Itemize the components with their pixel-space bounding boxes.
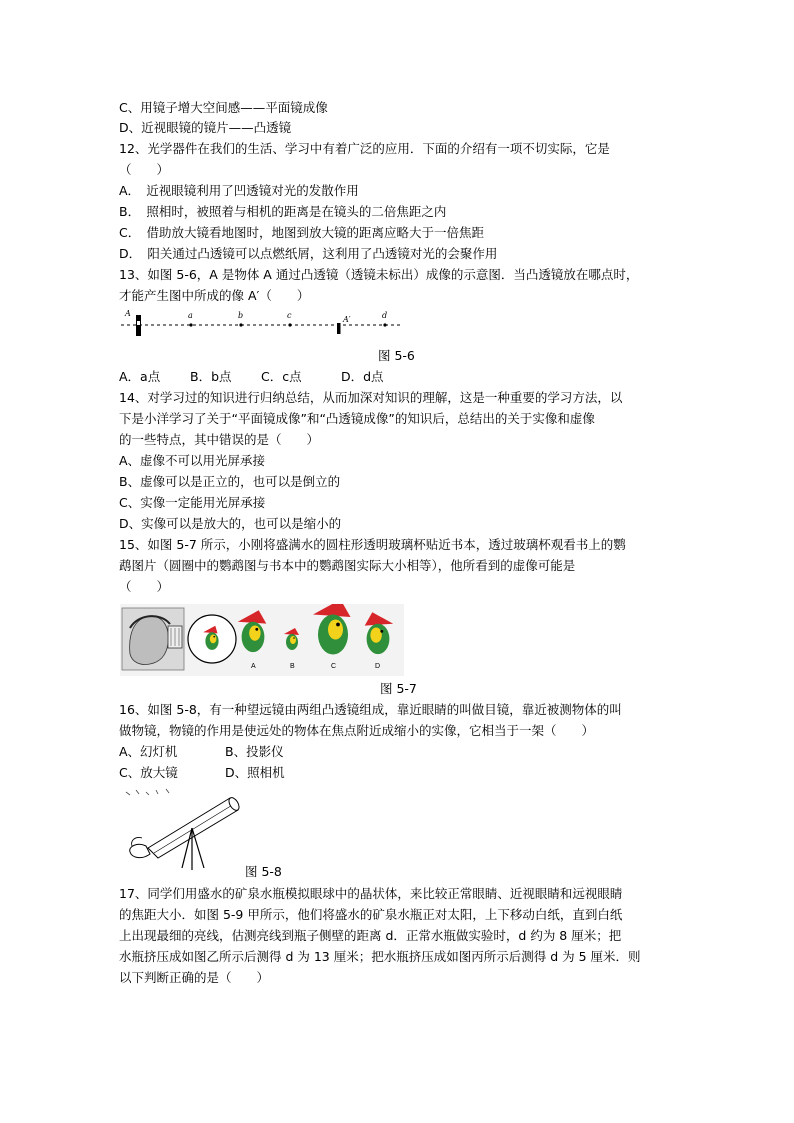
image-arrow-a-prime: [337, 323, 341, 334]
point-a: [189, 323, 192, 326]
sky-marks: [126, 789, 169, 795]
q13-option-c: C．c点: [261, 369, 302, 384]
parrot-label-c: C: [331, 663, 337, 670]
figure-5-7: [120, 604, 404, 676]
point-c: [288, 323, 291, 326]
question-17-cont4: 以下判断正确的是（ ）: [119, 970, 270, 985]
q14-option-d: D、实像可以是放大的，也可以是缩小的: [119, 516, 342, 531]
point-d: [383, 323, 386, 326]
q13-option-b: B．b点: [190, 369, 232, 384]
question-14: 14、对学习过的知识进行归纳总结，从而加深对知识的理解，这是一种重要的学习方法，以: [119, 390, 623, 405]
question-12: 12、光学器件在我们的生活、学习中有着广泛的应用．下面的介绍有一项不切实际，它是: [119, 141, 610, 156]
q12-option-c: C． 借助放大镜看地图时，地图到放大镜的距离应略大于一倍焦距: [119, 225, 484, 240]
label-b: b: [238, 311, 244, 320]
parrot-label-b: B: [290, 663, 295, 670]
q14-option-c: C、实像一定能用光屏承接: [119, 495, 266, 510]
question-16: 16、如图 5-8，有一种望远镜由两组凸透镜组成，靠近眼睛的叫做目镜，靠近被测物体的叫: [119, 702, 622, 717]
q14-option-a: A、虚像不可以用光屏承接: [119, 453, 266, 468]
q12-option-b: B． 照相时，被照着与相机的距离是在镜头的二倍焦距之内: [119, 204, 447, 219]
figure-5-6-caption: 图 5-6: [378, 348, 415, 363]
q16-option-d: D、照相机: [225, 765, 285, 780]
eyepiece-with-eye-icon: [130, 844, 150, 857]
q14-option-b: B、虚像可以是正立的，也可以是倒立的: [119, 474, 341, 489]
q16-option-a: A、幻灯机: [119, 744, 178, 759]
question-15-blank: （ ）: [119, 579, 170, 594]
option-c-line: C、用镜子增大空间感——平面镜成像: [119, 100, 328, 115]
figure-5-8-caption: 图 5-8: [245, 864, 282, 879]
label-a: a: [188, 311, 193, 320]
question-13: 13、如图 5-6，A 是物体 A 通过凸透镜（透镜未标出）成像的示意图．当凸透镜放在哪点时，: [119, 267, 639, 282]
q13-option-d: D．d点: [341, 369, 384, 384]
point-b: [239, 323, 242, 326]
q13-options: [119, 368, 384, 386]
question-17-cont: 的焦距大小．如图 5-9 甲所示，他们将盛水的矿泉水瓶正对太阳，上下移动白纸，直到白纸: [119, 907, 623, 922]
question-17-cont3: 水瓶挤压成如图乙所示后测得 d 为 13 厘米；把水瓶挤压成如图丙所示后测得 d 为 5 厘米．则: [119, 949, 641, 964]
label-d: d: [382, 311, 388, 320]
question-13-cont: 才能产生图中所成的像 A′（ ）: [119, 288, 310, 303]
question-15: 15、如图 5-7 所示，小刚将盛满水的圆柱形透明玻璃杯贴近书本，透过玻璃杯观看书上的鹦: [119, 537, 626, 552]
question-17-cont2: 上出现最细的亮线，估测亮线到瓶子侧壁的距离 d．正常水瓶做实验时，d 约为 8 厘米；把: [119, 928, 622, 943]
figure-5-7-caption: 图 5-7: [380, 681, 417, 696]
q16-option-c: C、放大镜: [119, 765, 178, 780]
label-A: A: [125, 309, 131, 318]
figure-5-8: [120, 786, 248, 872]
object-arrow-a: [136, 315, 141, 336]
object-arrow-mark: [137, 321, 140, 325]
figure-5-6: [117, 307, 407, 343]
q16-option-b: B、投影仪: [225, 744, 284, 759]
label-c: c: [287, 311, 292, 320]
parrot-label-a: A: [251, 663, 256, 670]
question-14-cont: 下是小洋学习了关于“平面镜成像”和“凸透镜成像”的知识后，总结出的关于实像和虚像: [119, 411, 595, 426]
question-14-cont2: 的一些特点，其中错误的是（ ）: [119, 432, 320, 447]
q13-option-a: A．a点: [119, 369, 161, 384]
q16-options-row2: [119, 764, 285, 782]
q16-options-row1: [119, 743, 284, 761]
parrot-label-d: D: [375, 663, 381, 670]
option-d-line: D、近视眼镜的镜片——凸透镜: [119, 120, 292, 135]
q12-option-a: A． 近视眼镜利用了凹透镜对光的发散作用: [119, 183, 359, 198]
question-16-cont: 做物镜，物镜的作用是使远处的物体在焦点附近成缩小的实像，它相当于一架（ ）: [119, 723, 595, 738]
question-17: 17、同学们用盛水的矿泉水瓶模拟眼球中的晶状体，来比较正常眼睛、近视眼睛和远视眼睛: [119, 886, 623, 901]
question-12-blank: （ ）: [119, 162, 170, 177]
telescope-tube: [148, 798, 238, 858]
label-a-prime: A′: [343, 315, 351, 324]
q12-option-d: D． 阳关通过凸透镜可以点燃纸屑，这利用了凸透镜对光的会聚作用: [119, 246, 498, 261]
question-15-cont: 鹉图片（圆圈中的鹦鹉图与书本中的鹦鹉图实际大小相等），他所看到的虚像可能是: [119, 558, 576, 573]
